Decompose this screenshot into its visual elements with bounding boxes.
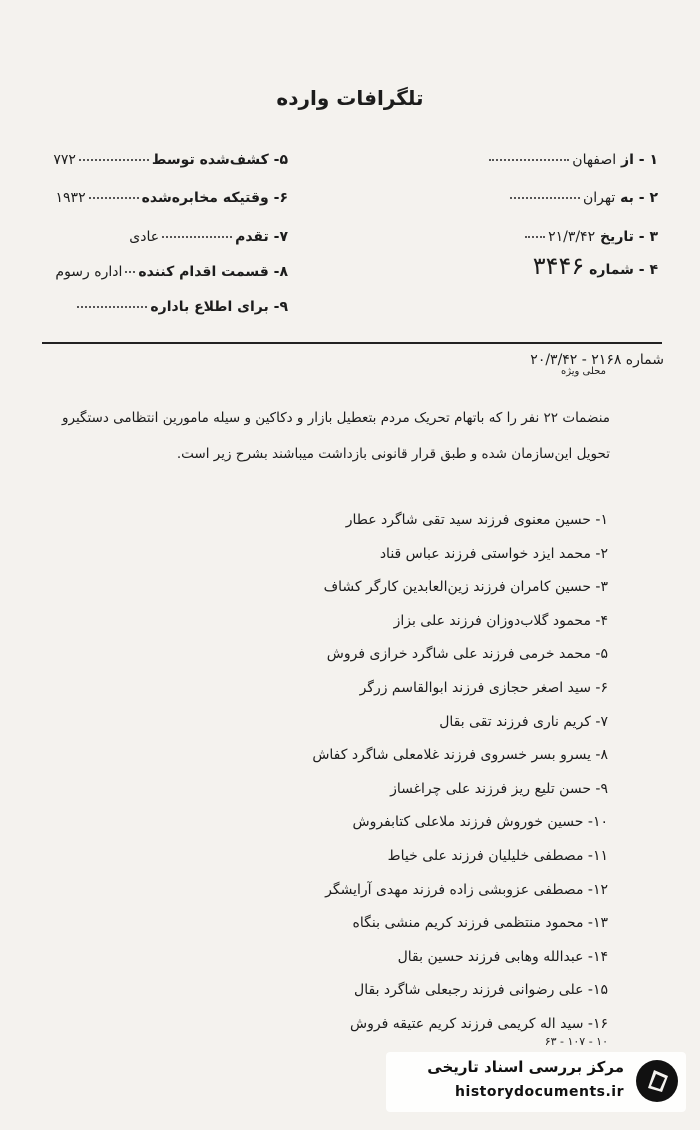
list-item: ۱۲- مصطفی عزوبشی زاده فرزند مهدی آرایشگر — [325, 881, 608, 898]
field-from — [486, 152, 658, 168]
list-item: ۲- محمد ایزد خواستی فرزند عباس قناد — [379, 545, 608, 562]
reference-text: شماره ۲۱۶۸ - ۲۰/۳/۴۲ — [530, 352, 664, 368]
reference-line — [44, 352, 664, 377]
field-for-information — [58, 299, 288, 315]
list-item: ۱- حسین معنوی فرزند سید تقی شاگرد عطار — [345, 512, 608, 528]
list-item: ۴- محمود گلاب‌دوزان فرزند علی بزاز — [393, 612, 608, 629]
watermark-url[interactable]: historydocuments.ir — [455, 1084, 624, 1100]
list-item: ۵- محمد خرمی فرزند علی شاگرد خرازی فروش — [326, 646, 608, 663]
field-value: عادی — [129, 229, 160, 245]
dotted-line — [79, 159, 149, 161]
list-item: ۸- یسرو بسر خسروی فرزند غلامعلی شاگرد کفاش — [312, 747, 608, 764]
field-value: اصفهان — [572, 152, 617, 168]
watermark-title: مرکز بررسی اسناد تاریخی — [427, 1058, 624, 1076]
field-label: ۴ - شماره — [589, 262, 658, 278]
field-value: تهران — [583, 190, 616, 206]
dotted-line — [125, 271, 135, 273]
people-list — [48, 504, 608, 1042]
dotted-line — [77, 306, 147, 308]
field-to — [507, 190, 658, 206]
footnote: ۶۳ - ۱۰۷ - ۱۰ — [544, 1035, 608, 1048]
field-value: ۷۷۲ — [53, 152, 76, 168]
field-label: ۳ - تاریخ — [599, 229, 658, 245]
list-item: ۱۳- محمود منتظمی فرزند کریم منشی بنگاه — [352, 915, 608, 932]
field-label: ۹- برای اطلاع باداره — [150, 299, 288, 315]
field-label: ۸- قسمت اقدام کننده — [138, 264, 288, 280]
reference-subscript: محلی ویژه — [560, 366, 606, 377]
field-priority — [58, 229, 288, 245]
document-title: تلگرافات وارده — [276, 86, 424, 110]
list-item: ۱۰- حسین خوروش فرزند ملاعلی کتابفروش — [352, 814, 608, 831]
list-item: ۱۱- مصطفی خلیلیان فرزند علی خیاط — [387, 847, 608, 864]
dotted-line — [510, 197, 580, 199]
list-item: ۷- کریم ناری فرزند تقی بقال — [439, 713, 608, 730]
dotted-line — [162, 236, 232, 238]
field-decoded-by — [53, 152, 288, 168]
list-item: ۹- حسن تلیع ریز فرزند علی چراغساز — [390, 780, 608, 797]
archive-seal-icon — [634, 1058, 680, 1104]
list-item: ۳- حسین کامران فرزند زین‌العابدین کارگر کشاف — [323, 579, 608, 596]
field-label: ۵- کشف‌شده توسط — [151, 152, 288, 168]
field-transmitted-when — [55, 190, 288, 206]
field-label: ۱ - از — [621, 152, 658, 168]
field-number — [533, 252, 658, 280]
list-item: ۱۴- عبدالله وهابی فرزند حسین بقال — [397, 948, 608, 965]
horizontal-divider — [42, 342, 662, 344]
field-label: ۶- وقتیکه مخابره‌شده — [141, 190, 288, 206]
field-action-department — [55, 264, 288, 280]
dotted-line — [525, 236, 545, 238]
field-label: ۲ - به — [620, 190, 658, 206]
field-value: اداره‌ رسوم — [55, 264, 123, 280]
field-date — [522, 229, 658, 245]
watermark-logo[interactable] — [386, 1052, 686, 1112]
field-value: ۳۴۴۶ — [532, 252, 585, 280]
list-item: ۱۶- سید اله کریمی فرزند کریم عتیقه فروش — [350, 1015, 608, 1032]
field-value: ۲۱/۳/۴۲ — [548, 229, 596, 245]
field-value: ۱۹۳۲ — [55, 190, 86, 206]
list-item: ۶- سید اصغر حجازی فرزند ابوالقاسم زرگر — [359, 679, 608, 696]
list-item: ۱۵- علی رضوانی فرزند رجبعلی شاگرد بقال — [354, 982, 608, 999]
dotted-line — [489, 159, 569, 161]
body-paragraph: منضمات ۲۲ نفر را که باتهام تحریک مردم بتعطیل بازار و دکاکین و سیله مامورین انتظامی دستگیرو تحویل این‌سازمان شده و طبق قرار قانونی بازداشت میباشند بشرح زیر است. — [61, 410, 610, 462]
field-label: ۷- تقدم — [235, 229, 288, 245]
dotted-line — [89, 197, 139, 199]
